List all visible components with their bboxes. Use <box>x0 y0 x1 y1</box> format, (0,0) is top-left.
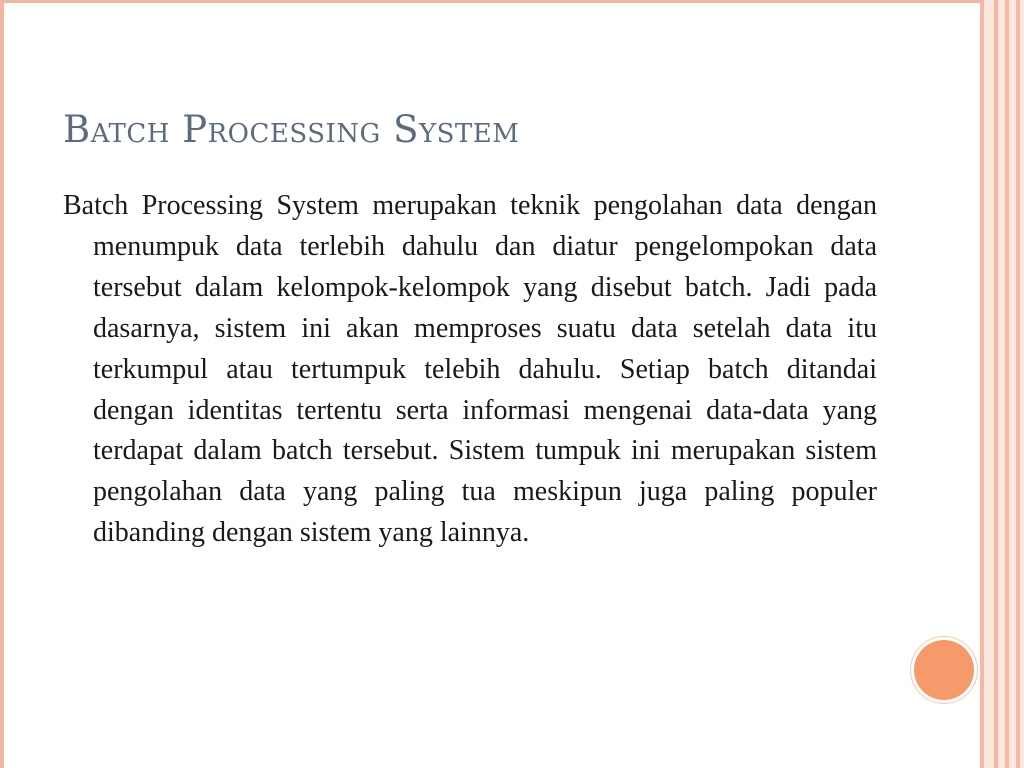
decorative-stripes <box>980 0 1024 768</box>
stripe <box>1020 0 1024 768</box>
slide-body-text: Batch Processing System merupakan teknik pengolahan data dengan menumpuk data terlebih dahulu dan diatur pengelompokan data tersebut dalam kelompok-kelompok yang disebut batch. Jadi pada dasarnya, sistem ini akan memproses suatu data setelah data itu terkumpul atau tertumpuk telebih dahulu. Setiap batch ditandai dengan identitas tertentu serta informasi mengenai data-data yang terdapat dalam batch tersebut. Sistem tumpuk ini merupakan sistem pengolahan data yang paling tua meskipun juga paling populer dibanding dengan sistem yang lainnya. <box>63 190 877 549</box>
frame-top-border <box>0 0 980 3</box>
stripe <box>984 0 994 768</box>
stripe <box>1009 0 1016 768</box>
slide-title: Batch Processing System <box>63 108 520 151</box>
decorative-circle <box>914 640 974 700</box>
stripe <box>998 0 1005 768</box>
frame-left-border <box>0 0 4 768</box>
